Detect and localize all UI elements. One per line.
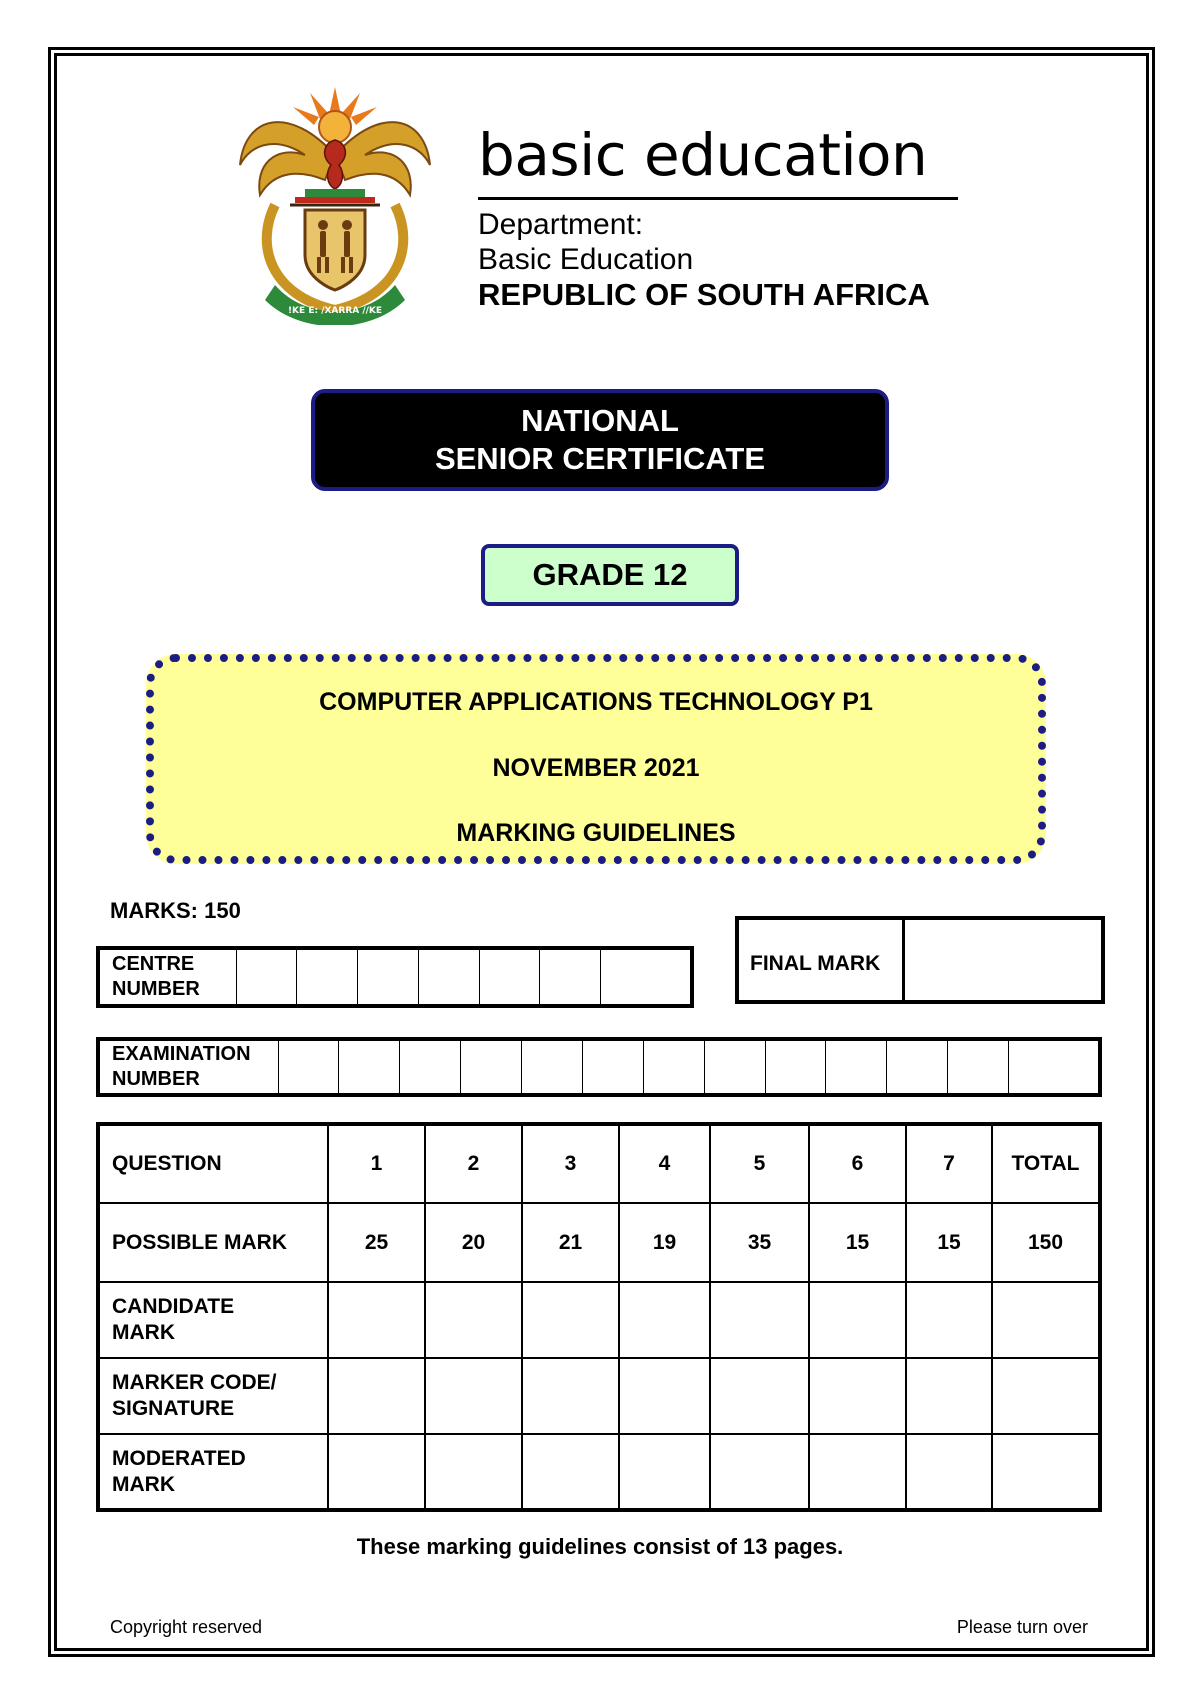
country-name: REPUBLIC OF SOUTH AFRICA: [478, 277, 930, 312]
moderated-mark-cell[interactable]: [425, 1434, 522, 1510]
possible-mark-value: 15: [906, 1203, 992, 1282]
candidate-mark-cell[interactable]: [425, 1282, 522, 1358]
page-count-note: These marking guidelines consist of 13 pages.: [356, 1534, 844, 1559]
question-number: 3: [522, 1124, 619, 1203]
department-block: [478, 207, 930, 312]
centre-number-label-line-1: CENTRE: [112, 953, 195, 975]
possible-mark-value: 20: [425, 1203, 522, 1282]
candidate-mark-cell[interactable]: [522, 1282, 619, 1358]
examination-number-cell[interactable]: [704, 1039, 765, 1095]
centre-number-cell[interactable]: [236, 948, 297, 1006]
total-marks-label: MARKS: 150: [110, 898, 241, 923]
moderated-mark-cell[interactable]: [809, 1434, 906, 1510]
footer-turn-over: Please turn over: [956, 1617, 1088, 1637]
examination-number-cell[interactable]: [400, 1039, 461, 1095]
examination-number-cell[interactable]: [339, 1039, 400, 1095]
question-number: 2: [425, 1124, 522, 1203]
candidate-mark-cell[interactable]: [710, 1282, 809, 1358]
marker-code-cell[interactable]: [328, 1358, 425, 1434]
examination-number-cell[interactable]: [461, 1039, 522, 1095]
examination-number-label: [98, 1039, 278, 1095]
marker-code-row: [98, 1358, 1100, 1434]
candidate-mark-cell[interactable]: [809, 1282, 906, 1358]
centre-number-cell[interactable]: [540, 948, 601, 1006]
possible-mark-row: [98, 1203, 1100, 1282]
crest-motto: !KE E: /XARRA //KE: [287, 306, 383, 316]
final-mark-box: [735, 916, 1105, 1004]
question-number: 1: [328, 1124, 425, 1203]
question-number: 6: [809, 1124, 906, 1203]
department-line: Department:: [478, 208, 644, 241]
certificate-line-2: SENIOR CERTIFICATE: [434, 441, 766, 476]
examination-number-cell[interactable]: [887, 1039, 948, 1095]
examination-number-grid: [96, 1037, 1102, 1097]
document-type: MARKING GUIDELINES: [456, 819, 736, 847]
department-name: Basic Education: [478, 243, 694, 276]
grade-badge: GRADE 12: [481, 544, 739, 606]
question-number: 7: [906, 1124, 992, 1203]
subject-title: COMPUTER APPLICATIONS TECHNOLOGY P1: [319, 688, 873, 716]
possible-mark-total: 150: [992, 1203, 1100, 1282]
examination-number-cell[interactable]: [582, 1039, 643, 1095]
moderated-mark-label-line-1: MODERATED: [112, 1446, 246, 1470]
centre-number-cell[interactable]: [601, 948, 692, 1006]
moderated-mark-cell[interactable]: [619, 1434, 710, 1510]
final-mark-cell[interactable]: [903, 918, 1103, 1002]
brand-rule: [478, 197, 958, 200]
moderated-mark-cell[interactable]: [906, 1434, 992, 1510]
footer-copyright: Copyright reserved: [110, 1617, 263, 1637]
moderated-mark-total-cell[interactable]: [992, 1434, 1100, 1510]
moderated-mark-label-line-2: MARK: [112, 1472, 175, 1496]
candidate-mark-row: [98, 1282, 1100, 1358]
brand-title: basic education: [478, 121, 928, 189]
marker-code-cell[interactable]: [906, 1358, 992, 1434]
moderated-mark-label: [98, 1434, 328, 1510]
moderated-mark-row: [98, 1434, 1100, 1510]
candidate-mark-cell[interactable]: [619, 1282, 710, 1358]
moderated-mark-cell[interactable]: [522, 1434, 619, 1510]
candidate-mark-label: [98, 1282, 328, 1358]
centre-number-label: [98, 948, 236, 1006]
candidate-mark-label-line-1: CANDIDATE: [112, 1295, 235, 1318]
candidate-mark-label-line-2: MARK: [112, 1321, 175, 1344]
examination-number-cell[interactable]: [522, 1039, 583, 1095]
question-number: 5: [710, 1124, 809, 1203]
possible-mark-label: POSSIBLE MARK: [98, 1203, 328, 1282]
examination-number-cell[interactable]: [765, 1039, 826, 1095]
marker-code-cell[interactable]: [710, 1358, 809, 1434]
coat-of-arms-logo: [235, 85, 435, 325]
marker-code-label-line-2: SIGNATURE: [112, 1397, 235, 1420]
marker-code-cell[interactable]: [619, 1358, 710, 1434]
marker-code-cell[interactable]: [425, 1358, 522, 1434]
candidate-mark-cell[interactable]: [906, 1282, 992, 1358]
moderated-mark-cell[interactable]: [328, 1434, 425, 1510]
examination-number-label-line-2: NUMBER: [112, 1068, 200, 1090]
final-mark-label: FINAL MARK: [737, 918, 903, 1002]
centre-number-cell[interactable]: [297, 948, 358, 1006]
possible-mark-value: 25: [328, 1203, 425, 1282]
possible-mark-value: 19: [619, 1203, 710, 1282]
subject-panel: [146, 654, 1046, 864]
centre-number-label-line-2: NUMBER: [112, 978, 200, 1000]
examination-number-cell[interactable]: [826, 1039, 887, 1095]
marker-code-label-line-1: MARKER CODE/: [112, 1371, 277, 1394]
possible-mark-value: 35: [710, 1203, 809, 1282]
total-header: TOTAL: [992, 1124, 1100, 1203]
exam-session: NOVEMBER 2021: [492, 754, 700, 782]
marks-table: [96, 1122, 1102, 1512]
moderated-mark-cell[interactable]: [710, 1434, 809, 1510]
question-row: [98, 1124, 1100, 1203]
examination-number-cell[interactable]: [278, 1039, 339, 1095]
examination-number-cell[interactable]: [948, 1039, 1009, 1095]
marker-code-label: [98, 1358, 328, 1434]
certificate-banner: [311, 389, 889, 491]
question-header: QUESTION: [98, 1124, 328, 1203]
examination-number-cell[interactable]: [1009, 1039, 1101, 1095]
marker-code-total-cell[interactable]: [992, 1358, 1100, 1434]
question-number: 4: [619, 1124, 710, 1203]
candidate-mark-cell[interactable]: [328, 1282, 425, 1358]
certificate-line-1: NATIONAL: [521, 403, 679, 438]
marker-code-cell[interactable]: [809, 1358, 906, 1434]
possible-mark-value: 21: [522, 1203, 619, 1282]
centre-number-cell[interactable]: [479, 948, 540, 1006]
marker-code-cell[interactable]: [522, 1358, 619, 1434]
examination-number-cell[interactable]: [643, 1039, 704, 1095]
candidate-mark-total-cell[interactable]: [992, 1282, 1100, 1358]
examination-number-label-line-1: EXAMINATION: [112, 1043, 251, 1065]
centre-number-grid: [96, 946, 694, 1008]
centre-number-cell[interactable]: [358, 948, 419, 1006]
possible-mark-value: 15: [809, 1203, 906, 1282]
centre-number-cell[interactable]: [418, 948, 479, 1006]
